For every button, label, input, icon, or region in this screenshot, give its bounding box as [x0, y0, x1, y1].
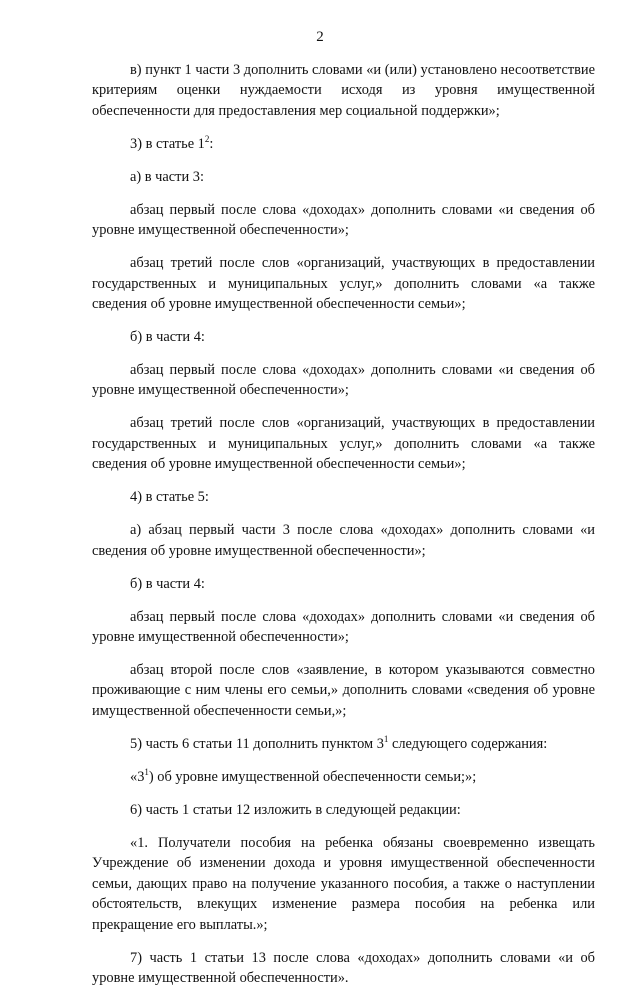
page-number: 2	[316, 29, 324, 45]
superscript: 1	[144, 766, 149, 777]
paragraph-third-abzac: абзац третий после слов «организаций, участвующих в предоставлении государственных и муниципальных услуг,» дополнить словами «а также сведения об уровне имущественной обеспеченности семьи»;	[92, 255, 595, 313]
paragraph-part-4: б) в части 4:	[130, 329, 205, 346]
paragraph-article-1-2: 3) в статье $1^2$:	[130, 133, 214, 152]
paragraph-article-13: 7) часть 1 статьи 13 после слова «доходах» дополнить словами «и об уровне имущественной обеспеченности».	[92, 949, 595, 986]
superscript: 1	[383, 733, 389, 744]
paragraph-article-12: 6) часть 1 статьи 12 изложить в следующей редакции:	[130, 801, 461, 818]
paragraph-first-abzac: абзац первый после слова «доходах» дополнить словами «и сведения об уровне имущественной обеспеченности»;	[92, 608, 595, 646]
paragraph-first-abzac: абзац первый после слова «доходах» дополнить словами «и сведения об уровне имущественной обеспеченности»;	[92, 362, 595, 399]
paragraph-article-5-b: б) в части 4:	[130, 575, 205, 592]
paragraph-first-abzac: абзац первый после слова «доходах» дополнить словами «и сведения об уровне имущественной обеспеченности»;	[92, 201, 595, 239]
paragraph-third-abzac: абзац третий после слов «организаций, участвующих в предоставлении государственных и муниципальных услуг,» дополнить словами «а также сведения об уровне имущественной обеспеченности семьи»;	[92, 415, 595, 473]
paragraph-article-5: 4) в статье 5:	[130, 489, 209, 506]
document-body	[92, 60, 595, 1001]
paragraph-second-abzac: абзац второй после слов «заявление, в котором указываются совместно проживающие с ним члены его семьи,» дополнить словами «сведения об уровне имущественной обеспеченности семьи,»;	[92, 662, 595, 719]
paragraph-article-12-text: «1. Получатели пособия на ребенка обязаны своевременно извещать Учреждение об изменении дохода и уровня имущественной обеспеченности семьи, дающих право на получение указанного пособия, а также о наступлении обстоятельств, влекущих изменение размера пособия на ребенка или прекращение его выплаты.»;	[92, 834, 595, 933]
paragraph-article-5-a: а) абзац первый части 3 после слова «доходах» дополнить словами «и сведения об уровне имущественной обеспеченности»;	[92, 522, 595, 559]
superscript: 2	[204, 133, 210, 144]
paragraph-amendment-v: в) пункт 1 части 3 дополнить словами «и (или) установлено несоответствие критериям оценки нуждаемости исходя из уровня имущественной обеспеченности для предоставления мер социальной поддержки»;	[92, 62, 595, 119]
paragraph-article-11: 5) часть 6 статьи 11 дополнить пунктом $3^1$ следующего содержания:	[130, 733, 548, 752]
paragraph-point-3-1: «$3^1$) об уровне имущественной обеспеченности семьи;»;	[130, 766, 477, 785]
paragraph-part-3: а) в части 3:	[130, 168, 204, 185]
